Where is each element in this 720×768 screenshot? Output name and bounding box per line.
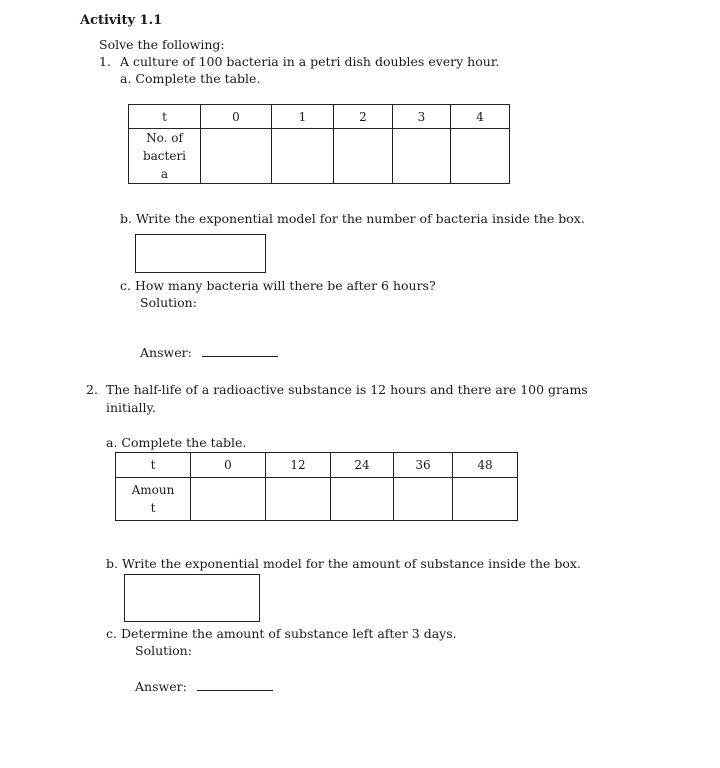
problem2-text-line1: The half-life of a radioactive substance is 12 hours and there are 100 grams	[106, 382, 588, 397]
problem1-text: A culture of 100 bacteria in a petri dish doubles every hour.	[120, 54, 500, 69]
problem1-part-a: a. Complete the table.	[120, 71, 261, 86]
problem1-header-cell: 3	[393, 105, 451, 129]
problem2-part-a: a. Complete the table.	[106, 435, 247, 450]
problem2-part-b: b. Write the exponential model for the amount of substance inside the box.	[106, 556, 581, 571]
problem2-answer-line[interactable]	[197, 680, 273, 691]
problem2-header-t: t	[116, 453, 191, 478]
problem1-part-b: b. Write the exponential model for the number of bacteria inside the box.	[120, 211, 585, 226]
problem2-header-cell: 24	[331, 453, 394, 478]
problem1-part-c: c. How many bacteria will there be after 6 hours?	[120, 278, 436, 293]
problem1-header-cell: 1	[272, 105, 334, 129]
problem1-row-label	[129, 129, 201, 184]
problem1-answer-line[interactable]	[202, 346, 278, 357]
problem1-answer-cell[interactable]	[201, 129, 272, 184]
problem2-table-header-row	[116, 453, 518, 478]
problem1-header-t: t	[129, 105, 201, 129]
problem1-answer-row	[140, 345, 278, 360]
problem2-number: 2.	[86, 382, 98, 397]
problem1-table-value-row	[129, 129, 510, 184]
problem2-header-cell: 12	[266, 453, 331, 478]
problem2-header-cell: 48	[453, 453, 518, 478]
problem2-answer-label: Answer:	[135, 679, 187, 694]
problem1-header-cell: 4	[451, 105, 510, 129]
problem1-row-label-line: No. of	[146, 131, 183, 145]
problem2-header-cell: 36	[394, 453, 453, 478]
problem2-answer-cell[interactable]	[331, 478, 394, 521]
problem1-answer-cell[interactable]	[272, 129, 334, 184]
problem2-row-label	[116, 478, 191, 521]
problem1-row-label-line: bacteri	[142, 149, 187, 163]
problem1-row-label-line: a	[160, 167, 169, 181]
problem2-row-label-line: t	[150, 501, 156, 515]
problem1-header-cell: 0	[201, 105, 272, 129]
problem1-answer-cell[interactable]	[334, 129, 393, 184]
problem2-row-label-line: Amoun	[131, 483, 175, 497]
problem1-number: 1.	[99, 54, 111, 69]
problem1-solution-label: Solution:	[140, 295, 197, 310]
problem2-answer-cell[interactable]	[191, 478, 266, 521]
instruction-text: Solve the following:	[99, 37, 225, 52]
problem1-model-box[interactable]	[135, 234, 266, 273]
problem2-answer-cell[interactable]	[394, 478, 453, 521]
problem2-model-box[interactable]	[124, 574, 260, 622]
problem2-answer-cell[interactable]	[266, 478, 331, 521]
problem2-solution-label: Solution:	[135, 643, 192, 658]
problem2-answer-row	[135, 679, 273, 694]
problem1-answer-cell[interactable]	[451, 129, 510, 184]
problem1-table-header-row	[129, 105, 510, 129]
problem2-text-line2: initially.	[106, 400, 156, 415]
problem1-answer-cell[interactable]	[393, 129, 451, 184]
problem2-header-cell: 0	[191, 453, 266, 478]
problem1-table	[128, 104, 510, 184]
problem2-table-value-row	[116, 478, 518, 521]
problem2-table	[115, 452, 518, 521]
problem1-answer-label: Answer:	[140, 345, 192, 360]
problem2-part-c: c. Determine the amount of substance left after 3 days.	[106, 626, 457, 641]
activity-title: Activity 1.1	[80, 13, 163, 28]
problem2-answer-cell[interactable]	[453, 478, 518, 521]
problem1-header-cell: 2	[334, 105, 393, 129]
